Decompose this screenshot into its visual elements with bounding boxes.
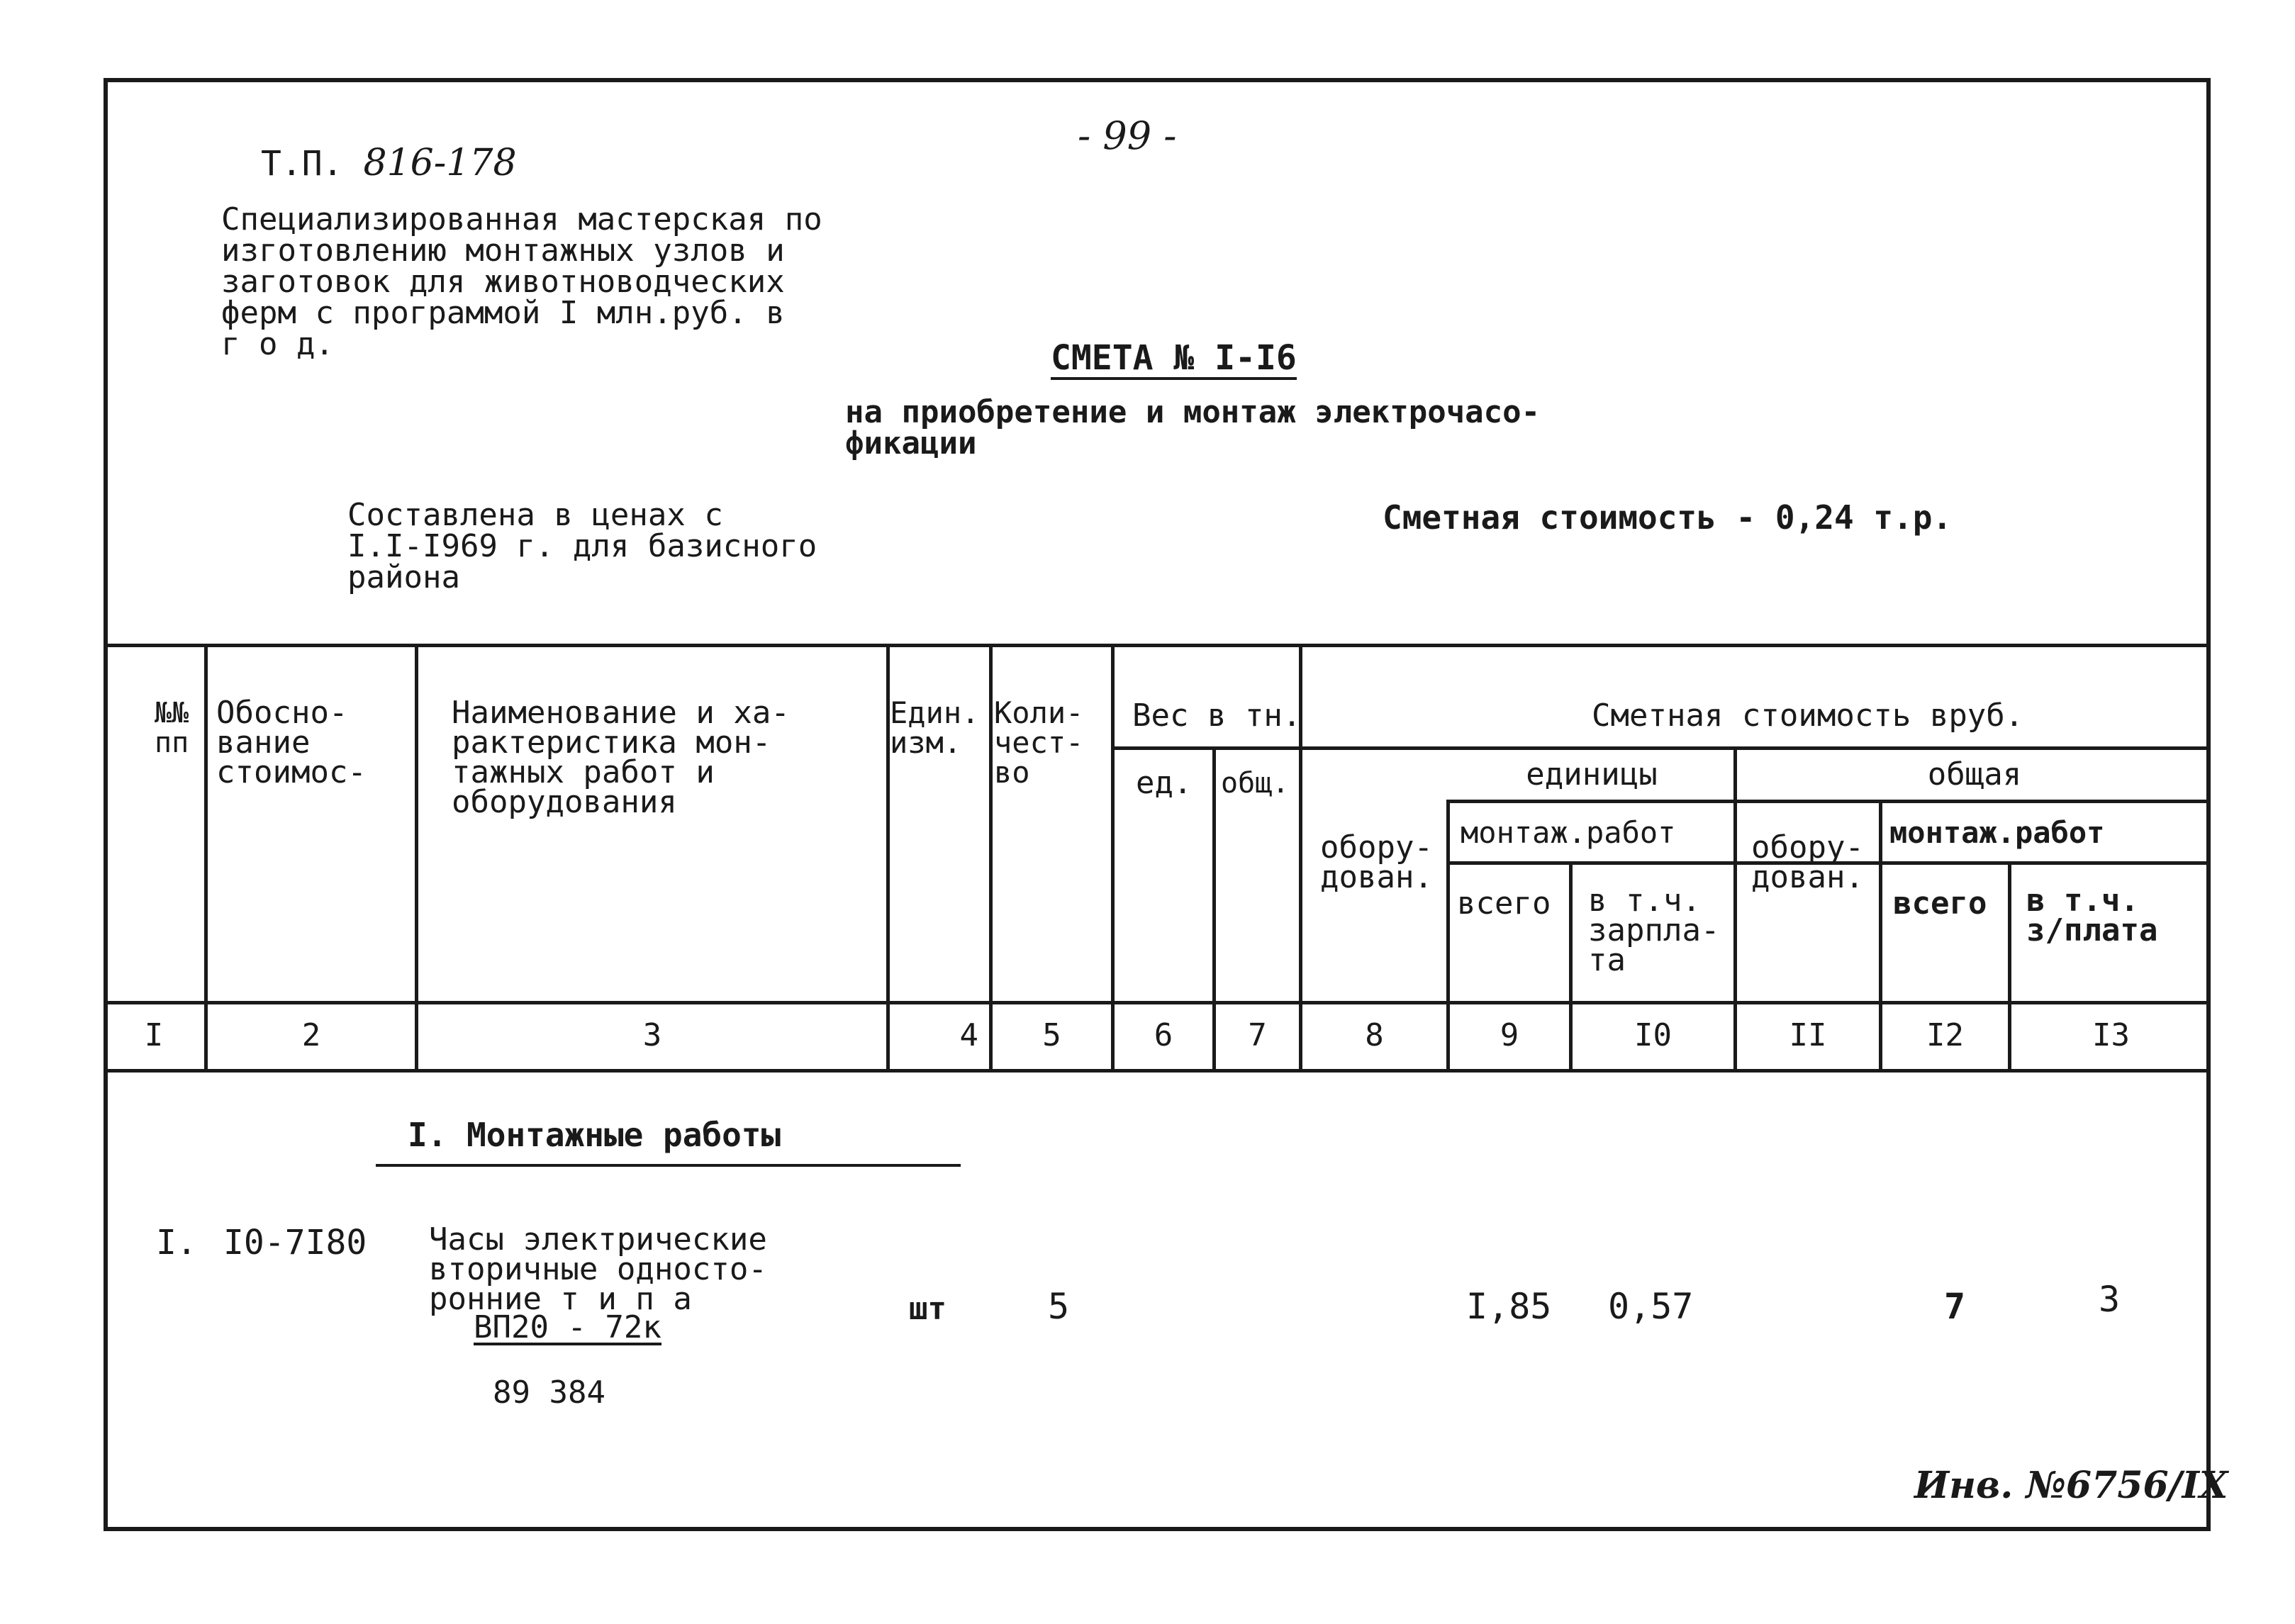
row-number: I.: [156, 1223, 197, 1262]
header-cost: Сметная стоимость вруб.: [1592, 698, 2024, 734]
header-install-unit: монтаж.работ: [1461, 815, 1676, 850]
purpose-line: на приобретение и монтаж электрочасо-: [845, 394, 1541, 430]
purpose-block: [845, 394, 1541, 461]
column-number: 6: [1154, 1017, 1173, 1053]
tp-label: [261, 142, 517, 184]
header-install-total: монтаж.работ: [1889, 815, 2105, 850]
header-wage-total: в т.ч. з/плата: [2026, 883, 2158, 948]
header-name: Наименование и ха- рактеристика мон- тажных работ и оборудования: [452, 695, 790, 820]
tp-prefix: Т.П.: [261, 144, 343, 184]
column-number: 9: [1500, 1017, 1519, 1053]
header-unit-group: единицы: [1526, 756, 1658, 793]
prices-line: района: [347, 559, 460, 595]
column-number: 3: [642, 1017, 662, 1053]
org-line: г о д.: [221, 326, 334, 362]
page-number: - 99 -: [1078, 113, 1177, 158]
organization-block: [221, 201, 822, 362]
inventory-number: Инв. №6756/IX: [1914, 1464, 2228, 1507]
row-quantity: 5: [1048, 1286, 1070, 1327]
row-type: ВП20 - 72к: [474, 1309, 661, 1345]
header-number: №№ пп: [155, 697, 189, 759]
header-wage-unit: в т.ч. зарпла- та: [1588, 883, 1720, 978]
column-number: II: [1789, 1017, 1827, 1053]
column-number: I0: [1634, 1017, 1672, 1053]
row-unit: шт: [909, 1291, 947, 1327]
column-number: I: [144, 1017, 164, 1053]
column-numbers-bottom: [104, 1069, 2211, 1073]
row-name: Часы электрические вторичные односто- ронние т и п а: [429, 1221, 767, 1317]
header-weight: Вес в тн.: [1132, 698, 1302, 734]
header-unit: Един. изм.: [890, 695, 980, 760]
header-total-group: общая: [1927, 756, 2022, 793]
org-line: заготовок для животноводческих: [221, 264, 785, 300]
header-quantity: Коли- чест- во: [994, 695, 1084, 790]
header-weight-total: общ.: [1221, 767, 1290, 800]
header-all-unit: всего: [1457, 885, 1551, 922]
section-title: I. Монтажные работы: [408, 1116, 781, 1154]
row-unit-install-wage: 0,57: [1608, 1286, 1694, 1327]
column-number: I3: [2092, 1017, 2130, 1053]
header-equipment-total: обору- дован.: [1751, 829, 1864, 895]
prices-line: Составлена в ценах с: [347, 497, 723, 533]
column-numbers-top: [104, 1001, 2211, 1004]
org-line: Специализированная мастерская по: [221, 201, 822, 237]
header-basis: Обосно- вание стоимос-: [216, 695, 367, 790]
section-underline: [376, 1164, 961, 1167]
table-top-border: [104, 644, 2211, 647]
header-weight-unit: ед.: [1136, 765, 1193, 801]
column-number: 7: [1248, 1017, 1267, 1053]
prices-line: I.I-I969 г. для базисного: [347, 528, 817, 564]
estimate-title: СМЕТА № I-I6: [1051, 339, 1297, 380]
tp-number: 816-178: [363, 142, 517, 184]
header-equipment-unit: обору- дован.: [1320, 829, 1433, 895]
column-number: I2: [1926, 1017, 1964, 1053]
column-number: 4: [959, 1017, 978, 1053]
purpose-line: фикации: [845, 425, 977, 461]
row-basis: I0-7I80: [223, 1223, 367, 1262]
row-code: 89 384: [493, 1374, 605, 1411]
column-number: 5: [1042, 1017, 1061, 1053]
org-line: изготовлению монтажных узлов и: [221, 233, 785, 269]
row-total-install-total: 7: [1944, 1286, 1966, 1327]
org-line: ферм с программой I млн.руб. в: [221, 295, 785, 331]
prices-block: [347, 497, 817, 595]
column-number: 2: [301, 1017, 321, 1053]
row-unit-install-total: I,85: [1466, 1286, 1552, 1327]
header-all-total: всего: [1893, 885, 1987, 922]
estimated-cost: Сметная стоимость - 0,24 т.р.: [1383, 498, 1953, 537]
row-total-install-wage: 3: [2099, 1279, 2121, 1320]
column-number: 8: [1365, 1017, 1384, 1053]
